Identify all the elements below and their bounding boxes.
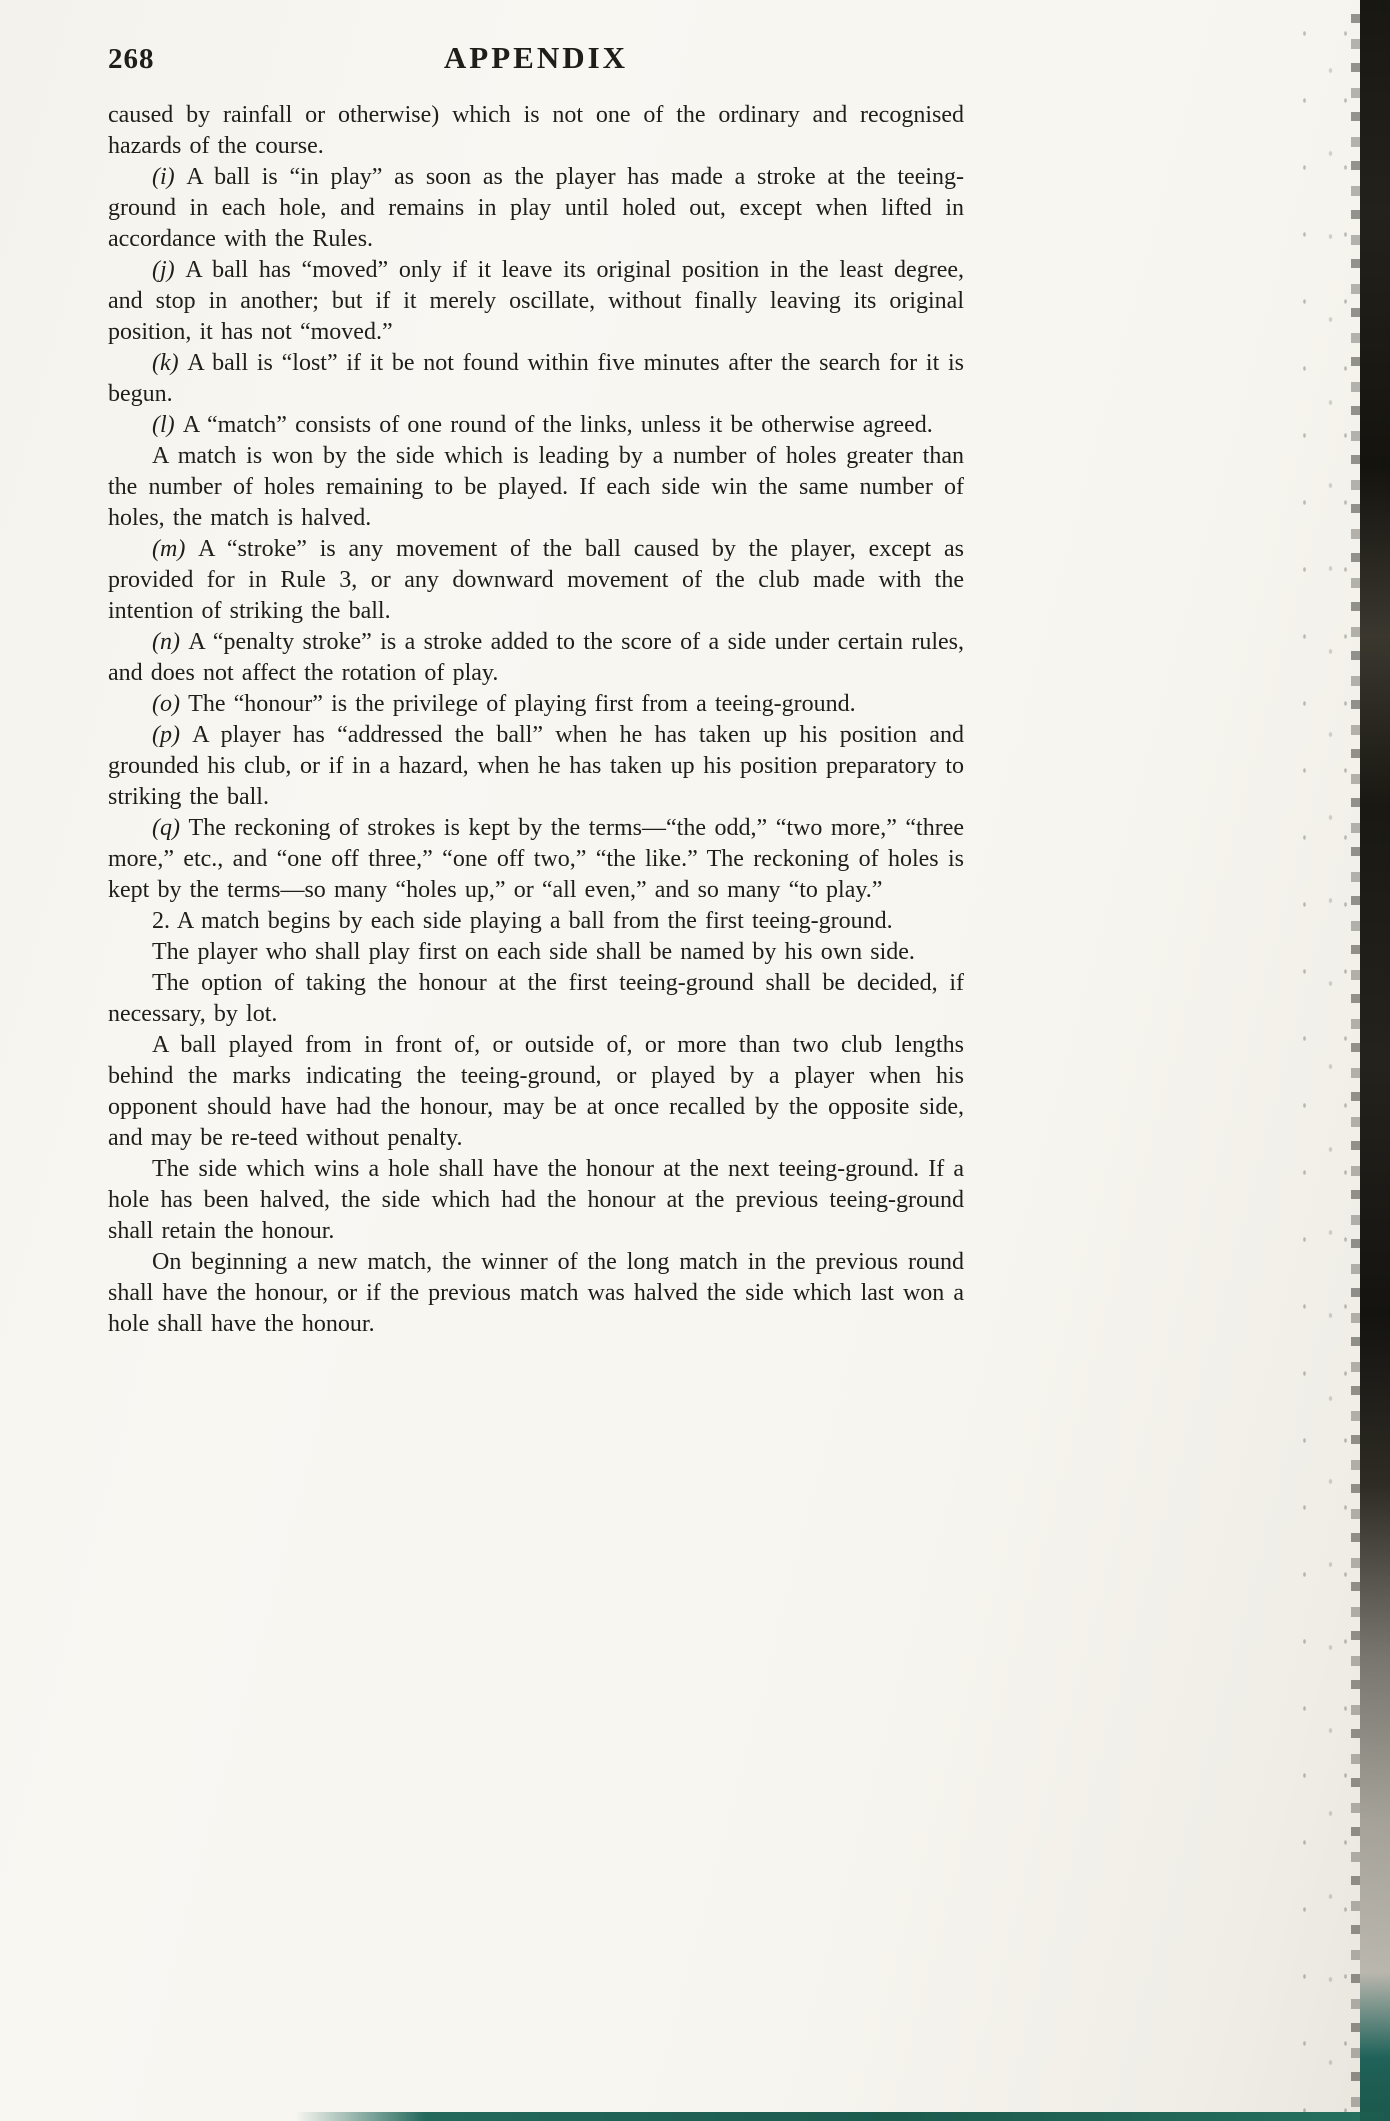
clause-letter: (m) <box>152 536 199 562</box>
paragraph <box>108 1030 964 1154</box>
paragraph-text: On beginning a new match, the winner of the long match in the previous round shall have the honour, or if the previous match was halved the side which last won a hole shall have the honour. <box>108 1249 964 1337</box>
paragraph-text: caused by rainfall or otherwise) which is not one of the ordinary and recognised hazards of the course. <box>108 102 964 159</box>
clause-letter: (p) <box>152 722 193 748</box>
paragraph <box>108 162 964 255</box>
paragraph <box>108 937 964 968</box>
paragraph <box>108 255 964 348</box>
paragraph <box>108 813 964 906</box>
paragraph <box>108 348 964 410</box>
page-header <box>108 40 964 86</box>
cover-green-corner <box>1360 2057 1390 2121</box>
paragraph-text: A “penalty stroke” is a stroke added to the score of a side under certain rules, and does not affect the rotation of play. <box>108 629 964 686</box>
paragraph <box>108 441 964 534</box>
paragraph <box>108 627 964 689</box>
paragraph-text: The reckoning of strokes is kept by the terms—“the odd,” “two more,” “three more,” etc., and “one off three,” “one off two,” “the like.” The reckoning of holes is kept by the terms—so many “holes up,” or “all even,” and so many “to play.” <box>108 815 964 903</box>
book-edge-shadow <box>1360 0 1390 2121</box>
paragraph-text: A ball played from in front of, or outside of, or more than two club lengths behind the marks indicating the teeing-ground, or played by a player when his opponent should have had the honour, may be at once recalled by the opposite side, and may be re-teed without penalty. <box>108 1032 964 1151</box>
paragraph <box>108 534 964 627</box>
paragraph-text: The “honour” is the privilege of playing first from a teeing-ground. <box>188 691 856 717</box>
text-block <box>108 100 964 1340</box>
clause-letter: (o) <box>152 691 189 717</box>
paragraph <box>108 1247 964 1340</box>
clause-letter: (n) <box>152 629 189 655</box>
paragraph <box>108 1154 964 1247</box>
paragraph <box>108 720 964 813</box>
clause-letter: (k) <box>152 350 188 376</box>
page-number: 268 <box>108 43 155 75</box>
content-column <box>108 40 964 1340</box>
paragraph <box>108 410 964 441</box>
paragraph-text: A ball has “moved” only if it leave its original position in the least degree, and stop in another; but if it merely oscillate, without finally leaving its original position, it has not “moved.” <box>108 257 965 345</box>
paragraph-text: 2. A match begins by each side playing a ball from the first teeing-ground. <box>152 908 893 934</box>
paragraph-text: A “match” consists of one round of the links, unless it be otherwise agreed. <box>182 412 933 438</box>
paragraph-text: The player who shall play first on each side shall be named by his own side. <box>152 939 915 965</box>
paragraph-text: A “stroke” is any movement of the ball caused by the player, except as provided for in Rule 3, or any downward movement of the club made with the intention of striking the ball. <box>108 536 964 624</box>
paragraph-text: The option of taking the honour at the first teeing-ground shall be decided, if necessary, by lot. <box>108 970 964 1027</box>
paragraph <box>108 689 964 720</box>
clause-letter: (j) <box>152 257 186 283</box>
paragraph-text: The side which wins a hole shall have the honour at the next teeing-ground. If a hole has been halved, the side which had the honour at the previous teeing-ground shall retain the honour. <box>108 1156 964 1244</box>
paragraph-text: A ball is “in play” as soon as the player has made a stroke at the teeing-ground in each hole, and remains in play until holed out, except when lifted in accordance with the Rules. <box>108 164 965 252</box>
paragraph-text: A match is won by the side which is leading by a number of holes greater than the number of holes remaining to be played. If each side win the same number of holes, the match is halved. <box>108 443 964 531</box>
paragraph <box>108 100 964 162</box>
clause-letter: (q) <box>152 815 189 841</box>
paragraph <box>108 906 964 937</box>
paragraph <box>108 968 964 1030</box>
paragraph-text: A ball is “lost” if it be not found within five minutes after the search for it is begun. <box>108 350 964 407</box>
clause-letter: (i) <box>152 164 187 190</box>
page-title: APPENDIX <box>443 40 629 75</box>
paragraph-text: A player has “addressed the ball” when he has taken up his position and grounded his club, or if in a hazard, when he has taken up his position preparatory to striking the ball. <box>108 722 964 810</box>
cover-green-strip <box>295 2112 1384 2121</box>
clause-letter: (l) <box>152 412 183 438</box>
